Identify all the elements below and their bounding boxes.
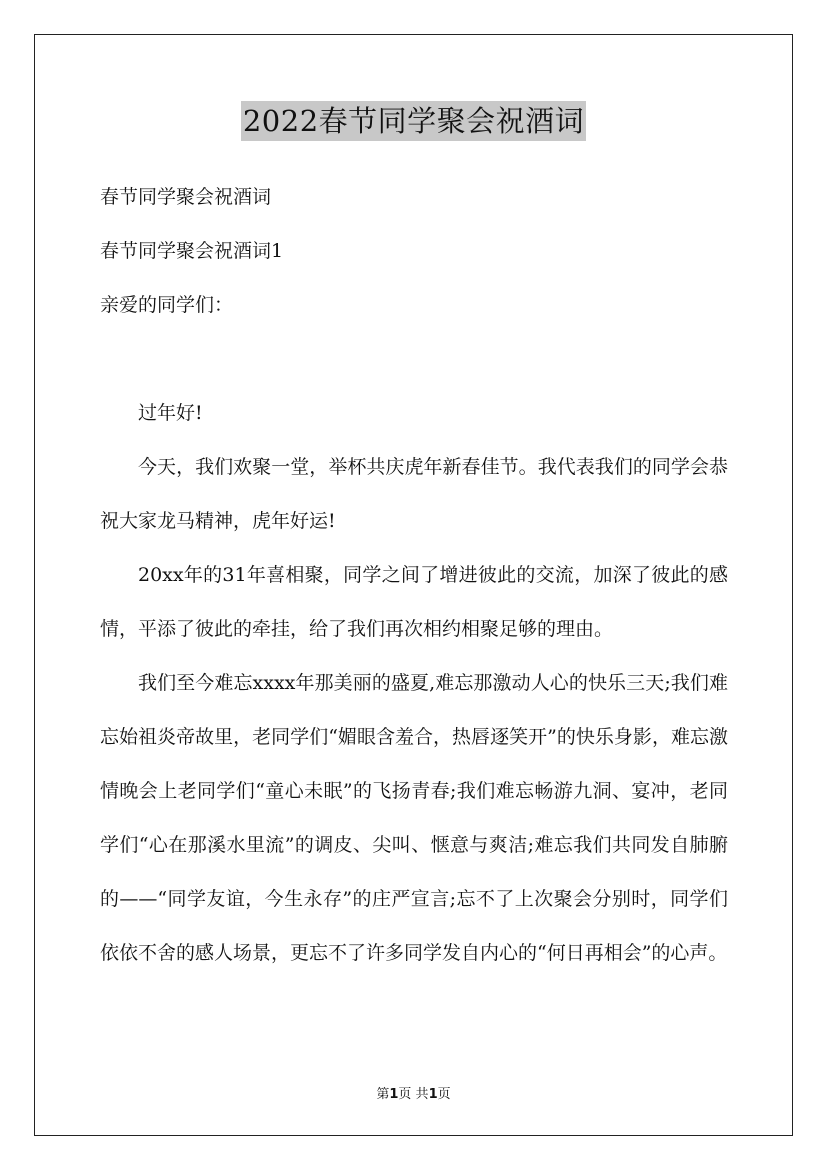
blank-line <box>100 332 728 386</box>
footer-suffix: 页 <box>437 1087 451 1102</box>
paragraph-3: 我们至今难忘xxxx年那美丽的盛夏,难忘那激动人心的快乐三天;我们难忘始祖炎帝故里，老同学们“媚眼含羞合，热唇逐笑开”的快乐身影，难忘激情晚会上老同学们“童心未眠”的飞扬青春;我们难忘畅游九洞、宴冲，老同学们“心在那溪水里流”的调皮、尖叫、惬意与爽洁;难忘我们共同发自肺腑的——“同学友谊，今生永存”的庄严宣言;忘不了上次聚会分别时，同学们依依不舍的感人场景，更忘不了许多同学发自内心的“何日再相会”的心声。 <box>100 672 728 964</box>
footer-page-number: 1 <box>389 1087 399 1102</box>
document-body <box>100 170 728 980</box>
salutation: 亲爱的同学们： <box>100 294 234 316</box>
heading-line-2: 春节同学聚会祝酒词1 <box>100 240 284 262</box>
footer-prefix: 第 <box>376 1087 390 1102</box>
document-title: 2022春节同学聚会祝酒词 <box>241 101 586 141</box>
footer-mid: 页 共 <box>398 1087 429 1102</box>
greeting: 过年好! <box>138 402 203 424</box>
title-container <box>0 101 827 141</box>
footer-page-total: 1 <box>428 1087 438 1102</box>
paragraph-1: 今天，我们欢聚一堂，举杯共庆虎年新春佳节。我代表我们的同学会恭祝大家龙马精神，虎年好运! <box>100 456 728 532</box>
heading-line-1: 春节同学聚会祝酒词 <box>100 186 272 208</box>
page-footer <box>0 1083 827 1102</box>
paragraph-2: 20xx年的31年喜相聚，同学之间了增进彼此的交流，加深了彼此的感情，平添了彼此的牵挂，给了我们再次相约相聚足够的理由。 <box>100 564 728 640</box>
